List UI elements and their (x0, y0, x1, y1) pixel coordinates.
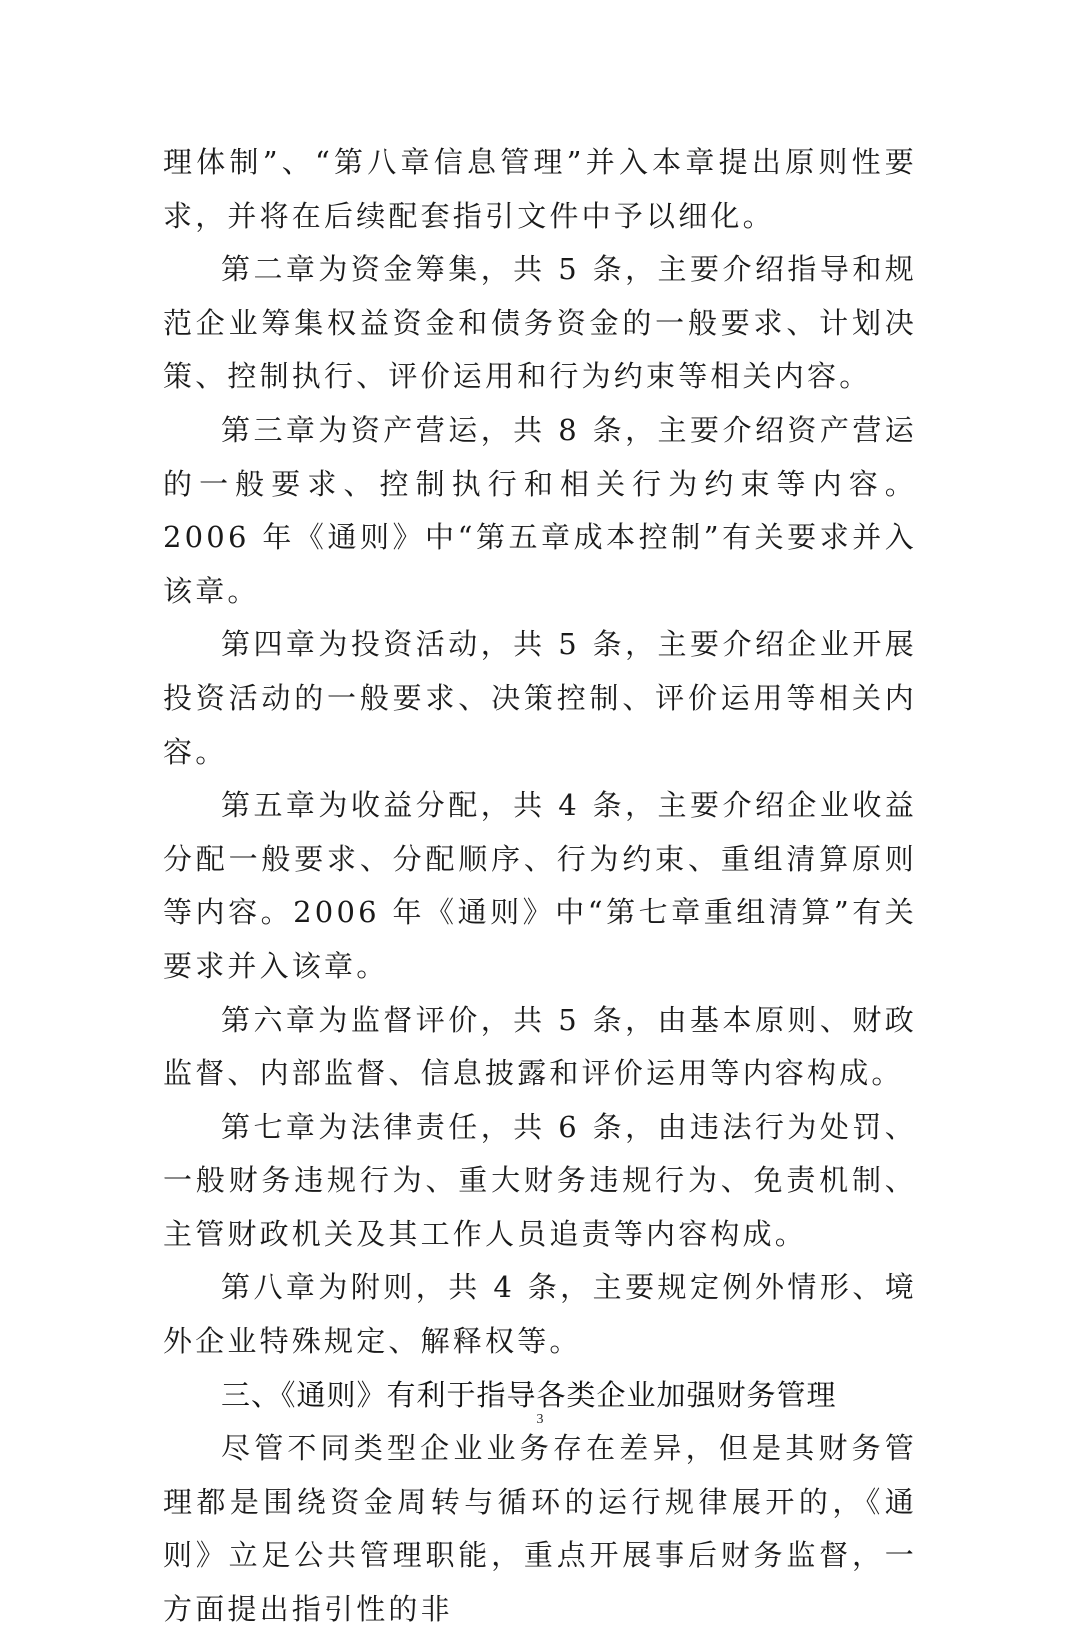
paragraph-chapter-3: 第三章为资产营运，共 8 条，主要介绍资产营运的一般要求、控制执行和相关行为约束等内容。2006 年《通则》中“第五章成本控制”有关要求并入该章。 (163, 412, 917, 608)
page-number: 3 (536, 1412, 544, 1427)
paragraph-chapter-2: 第二章为资金筹集，共 5 条，主要介绍指导和规范企业筹集权益资金和债务资金的一般要求、计划决策、控制执行、评价运用和行为约束等相关内容。 (163, 252, 917, 394)
paragraph-continuation: 理体制”、“第八章信息管理”并入本章提出原则性要求，并将在后续配套指引文件中予以细化。 (163, 145, 917, 233)
paragraph-section-3-body: 尽管不同类型企业业务存在差异，但是其财务管理都是围绕资金周转与循环的运行规律展开的，《通则》立足公共管理职能，重点开展事后财务监督，一方面提出指引性的非 (163, 1431, 917, 1627)
paragraph-chapter-4: 第四章为投资活动，共 5 条，主要介绍企业开展投资活动的一般要求、决策控制、评价运用等相关内容。 (163, 627, 917, 769)
section-heading: 三、《通则》有利于指导各类企业加强财务管理 (221, 1377, 837, 1412)
paragraph-chapter-7: 第七章为法律责任，共 6 条，由违法行为处罚、一般财务违规行为、重大财务违规行为、免责机制、主管财政机关及其工作人员追责等内容构成。 (163, 1109, 917, 1251)
paragraph-chapter-8: 第八章为附则，共 4 条，主要规定例外情形、境外企业特殊规定、解释权等。 (163, 1270, 917, 1359)
paragraph-chapter-5: 第五章为收益分配，共 4 条，主要介绍企业收益分配一般要求、分配顺序、行为约束、重组清算原则等内容。2006 年《通则》中“第七章重组清算”有关要求并入该章。 (163, 788, 917, 983)
paragraph-chapter-6: 第六章为监督评价，共 5 条，由基本原则、财政监督、内部监督、信息披露和评价运用等内容构成。 (163, 1002, 917, 1091)
